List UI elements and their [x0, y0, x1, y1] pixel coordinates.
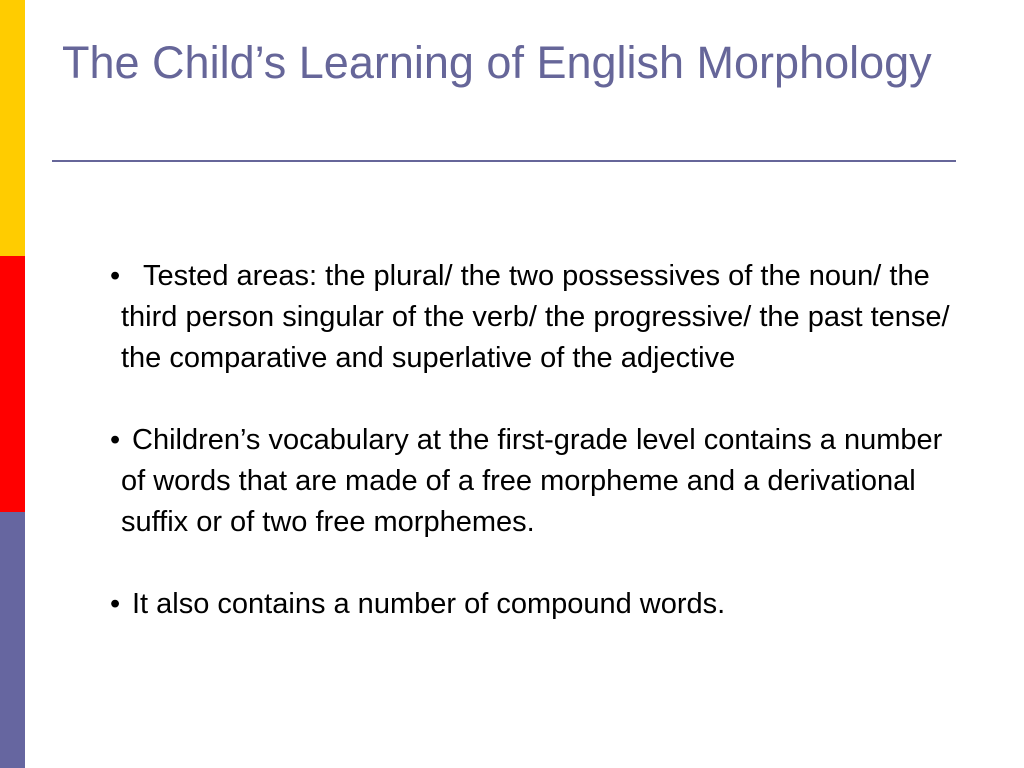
bullet-text: It also contains a number of compound words.: [132, 588, 726, 620]
bullet-text: Children’s vocabulary at the first-grade level contains a number of words that are made of a free morpheme and a derivational suffix or of two free morphemes.: [121, 424, 943, 538]
bullet-text: Tested areas: the plural/ the two possessives of the noun/ the third person singular of the verb/ the progressive/ the past tense/ the comparative and superlative of the adjective: [121, 260, 950, 374]
bullet-icon: •: [110, 588, 121, 620]
slide-body: [110, 256, 960, 666]
bullet-item-compound-words: [110, 584, 960, 625]
bullet-item-tested-areas: [110, 256, 960, 379]
accent-bar-blue: [0, 512, 25, 768]
slide-title: The Child’s Learning of English Morphology: [62, 37, 932, 88]
accent-bar-red: [0, 256, 25, 512]
accent-bar-yellow: [0, 0, 25, 256]
title-divider: [52, 160, 956, 162]
bullet-icon: •: [110, 424, 121, 456]
bullet-item-vocabulary: [110, 420, 960, 543]
bullet-icon: •: [110, 260, 121, 292]
